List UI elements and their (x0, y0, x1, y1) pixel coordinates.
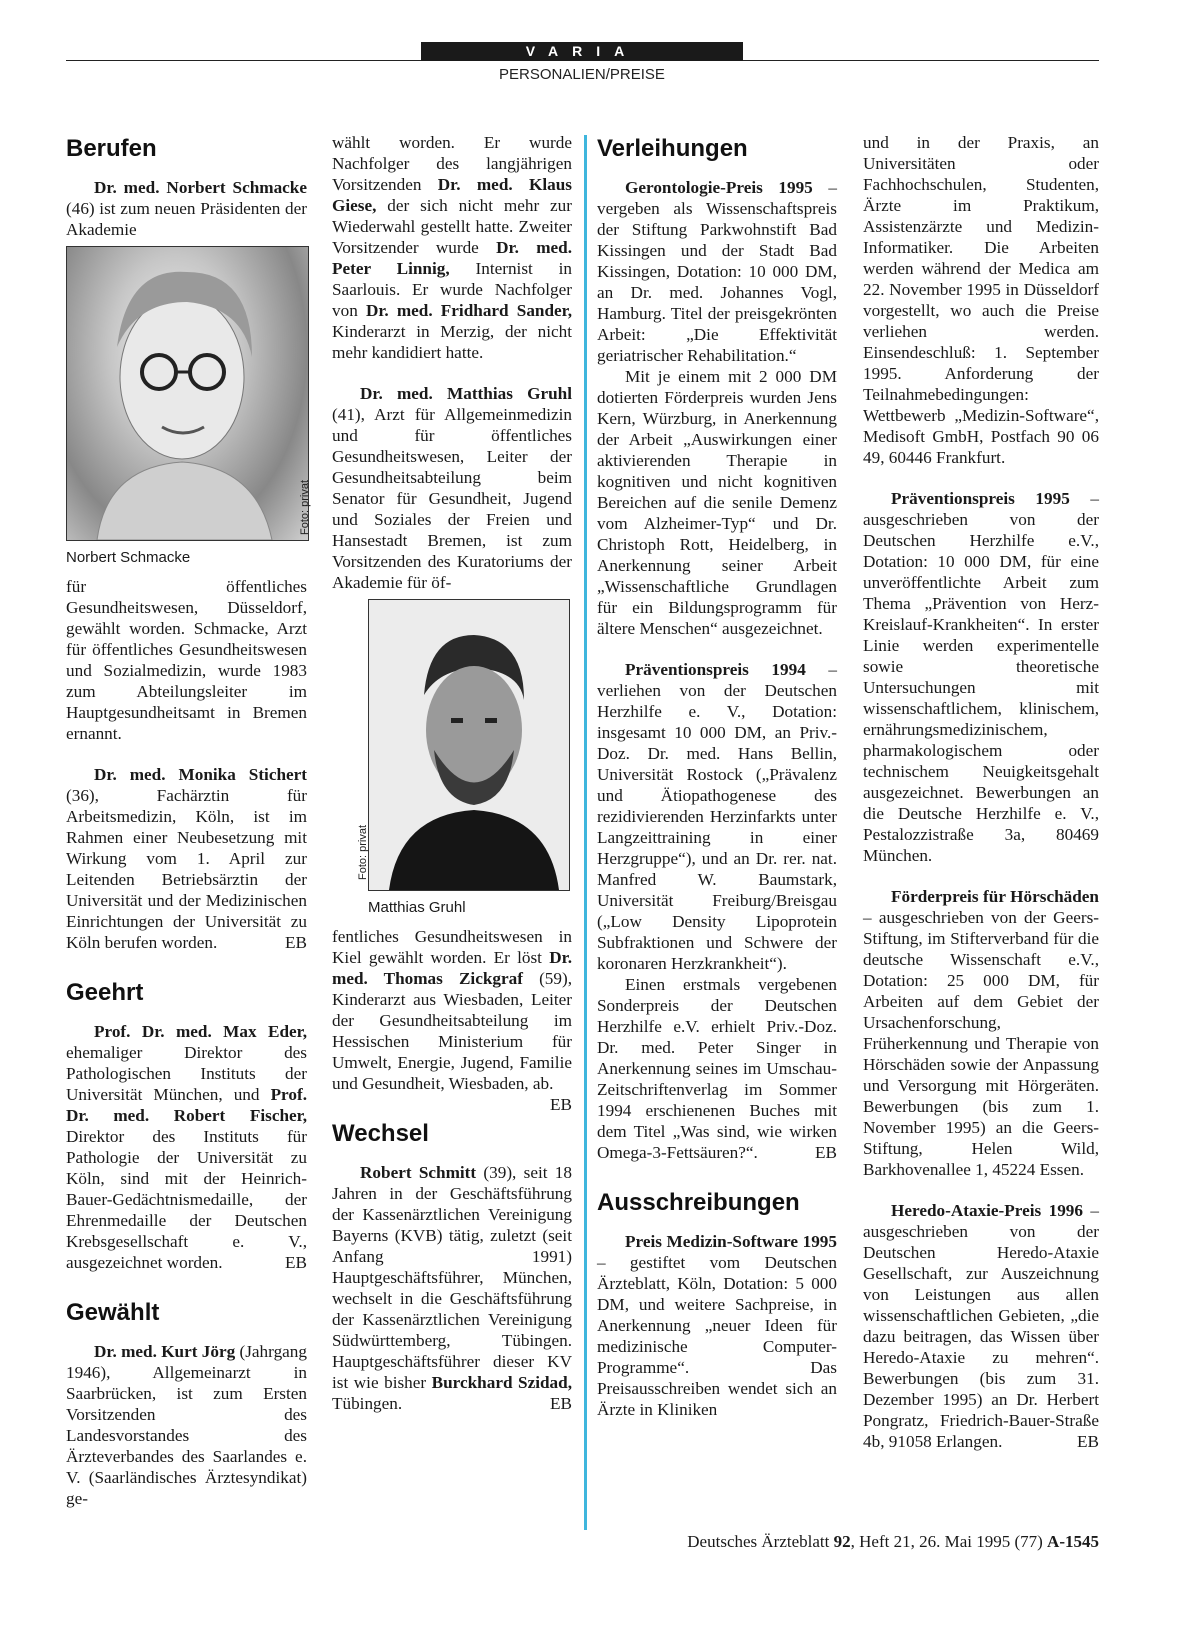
photo-credit: Foto: privat (299, 479, 311, 535)
photo-credit: Foto: privat (357, 824, 369, 880)
article-stichert: Dr. med. Monika Stichert (36), Fachärztin für Arbeitsmedizin, Köln, ist im Rahmen einer Neubesetzung mit Wirkung vom 1. April zur Leitenden Betriebsärztin der Universität und der Medizinischen Einrichtungen der Universität zu Köln berufen worden. EB (66, 765, 307, 952)
article-schmacke-cont: für öffentliches Gesundheitswesen, Düsseldorf, gewählt worden. Schmacke, Arzt für öffentliches Gesundheitswesen und Sozialmedizin, wurde 1983 zum Abteilungsleiter im Hauptgesundheitsamt in Bremen ernannt. (66, 577, 307, 743)
article-preis-medizin-software: Preis Medizin-Software 1995 – gestiftet vom Deutschen Ärzteblatt, Köln, Dotation: 5 000 DM, und weitere Sachpreise, in Anerkennung „neuer Ideen für medizinische Computer-Programme“. Das Preisausschreiben wendet sich an Ärzte in Kliniken (597, 1232, 837, 1419)
photo-caption: Matthias Gruhl (368, 899, 466, 916)
article-joerg: Dr. med. Kurt Jörg (Jahrgang 1946), Allgemeinarzt in Saarbrücken, ist zum Ersten Vorsitzenden des Landesvorstandes des Ärzteverbandes des Saarlandes e. V. (Saarländisches Ärztesyndikat) ge- (66, 1342, 307, 1508)
author-signature: EB (550, 1095, 572, 1114)
heading-ausschreibungen: Ausschreibungen (597, 1189, 800, 1216)
heading-wechsel: Wechsel (332, 1120, 429, 1147)
author-signature: EB (285, 933, 307, 952)
article-eder-fischer: Prof. Dr. med. Max Eder, ehemaliger Direktor des Pathologischen Instituts der Universität München, und Prof. Dr. med. Robert Fischer, Direktor des Instituts für Pathologie der Universität zu Köln, sind mit der Heinrich-Bauer-Gedächtnismedaille, der Ehrenmedaille der Deutschen Krebsgesellschaft e. V., ausgezeichnet worden. EB (66, 1022, 307, 1272)
article-medizin-software-cont: und in der Praxis, an Universitäten oder Fachhochschulen, Studenten, Ärzte im Praktikum, Assistenzärzte und Medizin-Informatiker. Die Arbeiten werden während der Medica am 22. November 1995 in Düsseldorf vorgestellt, wo auch die Preise verliehen werden. Einsendeschluß: 1. September 1995. Anforderung der Teilnahmebedingungen: Wettbewerb „Medizin-Software“, Medisoft GmbH, Postfach 90 06 49, 60446 Frankfurt. (863, 133, 1099, 467)
accent-rule (584, 135, 587, 1530)
article-gruhl-cont: fentliches Gesundheitswesen in Kiel gewählt worden. Er löst Dr. med. Thomas Zickgraf (59), Kinderarzt aus Wiesbaden, Leiter der Gesundheitsabteilung im Hessischen Ministerium für Umwelt, Energie, Jugend, Familie und Gesundheit, Wiesbaden, ab. EB (332, 927, 572, 1114)
article-heredo-ataxie-preis: Heredo-Ataxie-Preis 1996 – ausgeschrieben von der Deutschen Heredo-Ataxie Gesellschaft, zur Auszeichnung von Leistungen aus allen wissenschaftlichen Gebieten, „die dazu beitragen, das Wissen über Heredo-Ataxie zu mehren“. Bewerbungen (bis zum 31. Dezember 1995) an Dr. Herbert Pongratz, Friedrich-Bauer-Straße 4b, 91058 Erlangen. EB (863, 1201, 1099, 1451)
person-name: Dr. med. Norbert Schmacke (94, 178, 307, 197)
photo-matthias-gruhl (357, 599, 570, 891)
article-schmacke: Dr. med. Norbert Schmacke (46) ist zum neuen Präsidenten der Akademie (66, 178, 307, 239)
portrait-illustration (369, 600, 569, 890)
page-footer: Deutsches Ärzteblatt 92, Heft 21, 26. Mai 1995 (77) A-1545 (687, 1532, 1099, 1551)
article-foerderpreis-hoerschaeden: Förderpreis für Hörschäden – ausgeschrieben von der Geers-Stiftung, im Stifterverband für die deutsche Wissenschaft e.V., Dotation: 25 000 DM, für Arbeiten auf dem Gebiet der Ursachenforschung, Früherkennung und Therapie von Hörschäden sowie der Anpassung und Versorgung mit Hörgeräten. Bewerbungen (bis zum 1. November 1995) an die Geers-Stiftung, Helen Wild, Barkhovenallee 1, 45224 Essen. (863, 887, 1099, 1179)
heading-gewaehlt: Gewählt (66, 1299, 160, 1326)
author-signature: EB (1077, 1432, 1099, 1451)
heading-geehrt: Geehrt (66, 979, 144, 1006)
page-number: A-1545 (1047, 1532, 1099, 1551)
photo-caption: Norbert Schmacke (66, 549, 191, 566)
portrait-illustration (67, 247, 308, 540)
article-foerderpreis-kern-rott: Mit je einem mit 2 000 DM dotierten Förderpreis wurden Jens Kern, Würzburg, in Anerkennung der Arbeit „Auswirkungen einer aktivierenden Therapie in kognitiven und nicht kognitiven Bereichen auf die senile Demenz vom Alzheimer-Typ“ und Dr. Christoph Rott, Heidelberg, in Anerkennung seiner Arbeit „Wissenschaftliche Grundlagen für ein Bildungsprogramm für ältere Menschen“ ausgezeichnet. (597, 367, 837, 638)
heading-verleihungen: Verleihungen (597, 135, 748, 162)
photo-norbert-schmacke (66, 246, 309, 541)
column-1 (66, 135, 311, 1509)
article-joerg-cont: wählt worden. Er wurde Nachfolger des langjährigen Vorsitzenden Dr. med. Klaus Giese, der sich nicht mehr zur Wiederwahl gestellt hatte. Zweiter Vorsitzender wurde Dr. med. Peter Linnig, Internist in Saarlouis. Er wurde Nachfolger von Dr. med. Fridhard Sander, Kinderarzt in Merzig, der nicht mehr kandidiert hatte. (332, 133, 573, 362)
column-2 (332, 132, 572, 1414)
column-3 (597, 135, 837, 1420)
author-signature: EB (550, 1394, 572, 1413)
article-praeventionspreis-1994: Präventionspreis 1994 – verliehen von der Deutschen Herzhilfe e. V., Dotation: insgesamt 10 000 DM, an Priv.-Doz. Dr. med. Hans Bellin, Universität Rostock („Prävalenz und Ätiopathogenese des rezidivierenden Herzinfarkts unter Langzeittraining in einer Herzgruppe“), und an Dr. rer. nat. Manfred W. Baumstark, Universität Freiburg/Breisgau („Low Density Lipoprotein Subfraktionen und Schwere der koronaren Herzkrankheit“). (597, 660, 837, 973)
column-4 (863, 132, 1099, 1452)
article-gruhl: Dr. med. Matthias Gruhl (41), Arzt für Allgemeinmedizin und für öffentliches Gesundheitswesen, Leiter der Gesundheitsabteilung beim Senator für Gesundheit, Jugend und Soziales der Freien und Hansestadt Bremen, ist zum Vorsitzenden des Kuratoriums der Akademie für öf- (332, 384, 572, 592)
author-signature: EB (285, 1253, 307, 1272)
heading-berufen: Berufen (66, 135, 157, 162)
author-signature: EB (815, 1143, 837, 1162)
section-subtitle: PERSONALIEN/PREISE (499, 66, 665, 83)
section-banner: VARIA (421, 42, 743, 61)
article-sonderpreis-singer: Einen erstmals vergebenen Sonderpreis der Deutschen Herzhilfe e.V. erhielt Priv.-Doz. Dr. med. Peter Singer in Anerkennung seines im Umschau-Zeitschriftenverlag im Sommer 1994 erschienenen Buches mit dem Titel „Was sind, wie wirken Omega-3-Fettsäuren?“. EB (597, 975, 837, 1162)
article-schmitt: Robert Schmitt (39), seit 18 Jahren in der Geschäftsführung der Kassenärztlichen Vereinigung Bayerns (KVB) tätig, zuletzt (seit Anfang 1991) Hauptgeschäftsführer, München, wechselt in die Geschäftsführung der Kassenärztlichen Vereinigung Südwürttemberg, Tübingen. Hauptgeschäftsführer dieser KV ist wie bisher Burckhard Szidad, Tübingen. EB (332, 1163, 573, 1413)
article-gerontologie-preis: Gerontologie-Preis 1995 – vergeben als Wissenschaftspreis der Stiftung Parkwohnstift Bad Kissingen und der Stadt Bad Kissingen, Dotation: 10 000 DM, an Dr. med. Johannes Vogl, Hamburg. Titel der preisgekrönten Arbeit: „Die Effektivität geriatrischer Rehabilitation.“ (597, 178, 837, 365)
article-praeventionspreis-1995: Präventionspreis 1995 – ausgeschrieben von der Deutschen Herzhilfe e.V., Dotation: 10 000 DM, für eine unveröffentlichte Arbeit zum Thema „Prävention von Herz-Kreislauf-Krankheiten“. In erster Linie werden experimentelle sowie theoretische Untersuchungen mit wissenschaftlichem, klinischem, ernährungsmedizinischem, pharmakologischem oder technischem Neuigkeitsgehalt ausgezeichnet. Bewerbungen an die Deutsche Herzhilfe e. V., Pestalozzistraße 3a, 80469 München. (863, 489, 1099, 865)
